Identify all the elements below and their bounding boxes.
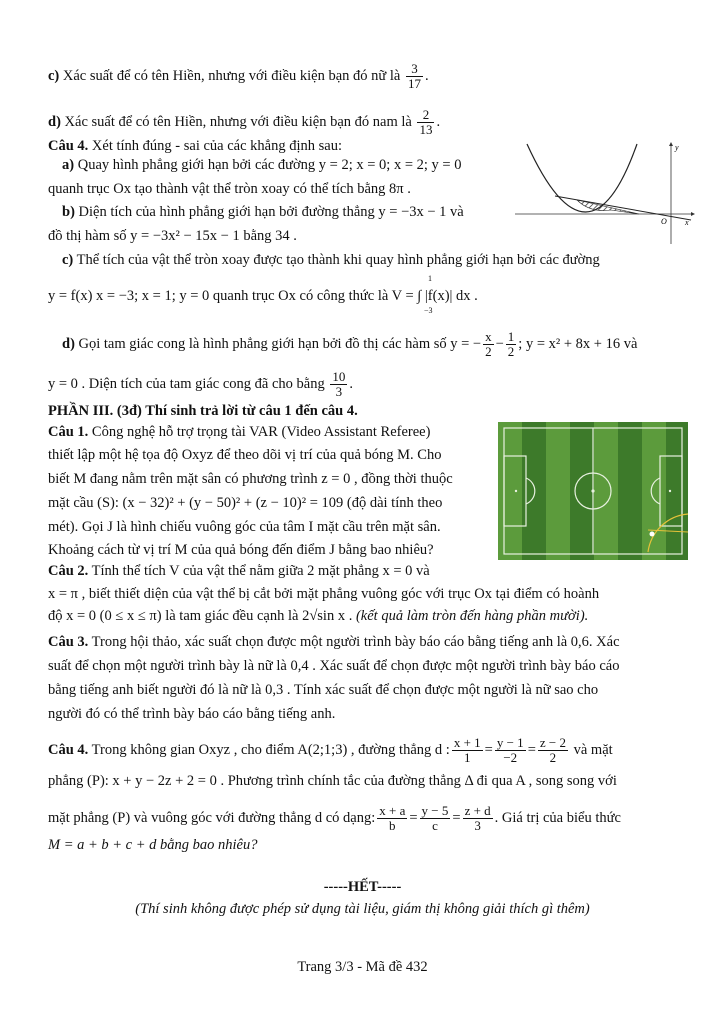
q4-c-line2: y = f(x) x = −3; x = 1; y = 0 quanh trục Ox có công thức là V = ∫ |f(x)| dx .	[48, 288, 478, 304]
q4-c-line1: c) Thể tích của vật thể tròn xoay được tạo thành khi quay hình phẳng giới hạn bởi các đường	[62, 252, 600, 268]
q4-d-line1: d) Gọi tam giác cong là hình phẳng giới hạn bởi đồ thị các hàm số y = − $\frac{x}{2}$ − $\frac{1}{2}$ ; y = x² + 8x + 16 và	[62, 329, 638, 359]
p3-q1-line1: Câu 1. Công nghệ hỗ trợ trọng tài VAR (Video Assistant Referee)	[48, 424, 431, 440]
p3-q1-line3: biết M đang nằm trên mặt sân có phương trình z = 0 , đồng thời thuộc	[48, 471, 453, 487]
p3-q1-line5: mét). Gọi J là hình chiếu vuông góc của tâm I mặt cầu trên mặt sân.	[48, 519, 441, 535]
integral-lower-limit: −3	[424, 306, 433, 315]
p3-q3-line1: Câu 3. Trong hội thảo, xác suất chọn được một người trình bày báo cáo bằng tiếng anh là 0,6. Xác	[48, 634, 620, 650]
q4-b-line1: b) Diện tích của hình phẳng giới hạn bởi đường thẳng y = −3x − 1 và	[62, 204, 464, 220]
statement-text: Xác suất để có tên Hiền, nhưng với điều kiện bạn đó nam là	[64, 113, 412, 130]
p3-q4-line2: phẳng (P): x + y − 2z + 2 = 0 . Phương trình chính tắc của đường thẳng Δ đi qua A , song song với	[48, 773, 617, 789]
p3-q4-line4: M = a + b + c + d bằng bao nhiêu?	[48, 837, 258, 853]
p3-q3-line3: bằng tiếng anh biết người đó là nữ là 0,3 . Tính xác suất để chọn được một người là nữ sao cho	[48, 682, 599, 698]
fraction: $\frac{3}{17}$	[407, 61, 421, 91]
q4-d-line2: y = 0 . Diện tích của tam giác cong đã cho bằng $\frac{10}{3}$ .	[48, 369, 353, 399]
page-number: Trang 3/3 - Mã đề 432	[297, 959, 428, 975]
graph-y-label: y	[675, 143, 679, 152]
graph-origin-label: O	[661, 217, 667, 226]
question-4-heading: Câu 4. Xét tính đúng - sai của các khẳng định sau:	[48, 138, 342, 154]
p3-q4-line3: mặt phẳng (P) và vuông góc với đường thẳng d có dạng: $\frac{x + a}{b}$ = $\frac{y - 5}{c}$ = $\frac{z + d}{3}$ . Giá trị của biểu thức	[48, 803, 621, 833]
statement-label: c)	[48, 67, 60, 84]
end-marker: -----HẾT-----	[323, 879, 402, 895]
parabola-graph	[515, 140, 695, 245]
ball-icon	[650, 532, 655, 537]
graph-x-label: x	[685, 218, 689, 227]
p3-q1-line4: mặt cầu (S): (x − 32)² + (y − 50)² + (z − 10)² = 109 (độ dài tính theo	[48, 495, 443, 511]
prev-statement-d: d) Xác suất để có tên Hiền, nhưng với điều kiện bạn đó nam là $\frac{2}{13}$ .	[48, 107, 441, 137]
statement-text: Xác suất để có tên Hiền, nhưng với điều kiện bạn đó nữ là	[62, 67, 401, 84]
p3-q1-line6: Khoảng cách từ vị trí M của quả bóng đến điểm J bằng bao nhiêu?	[48, 542, 434, 558]
football-field-image	[498, 422, 688, 560]
p3-q3-line2: suất để chọn một người trình bày là nữ là 0,4 . Xác suất để chọn được một người trình bày báo cáo	[48, 658, 620, 674]
q4-a-line2: quanh trục Ox tạo thành vật thể tròn xoay có thể tích bằng 8π .	[48, 181, 411, 197]
p3-q2-line1: Câu 2. Tính thể tích V của vật thể nằm giữa 2 mặt phẳng x = 0 và	[48, 563, 430, 579]
q4-b-line2: đồ thị hàm số y = −3x² − 15x − 1 bằng 34 .	[48, 228, 297, 244]
q4-a-line1: a) Quay hình phẳng giới hạn bởi các đường y = 2; x = 0; x = 2; y = 0	[62, 157, 462, 173]
integral-upper-limit: 1	[428, 274, 432, 283]
fraction: $\frac{2}{13}$	[419, 107, 433, 137]
statement-label: d)	[48, 113, 61, 130]
exam-note: (Thí sinh không được phép sử dụng tài liệu, giám thị không giải thích gì thêm)	[135, 901, 590, 917]
prev-statement-c: c) Xác suất để có tên Hiền, nhưng với điều kiện bạn đó nữ là $\frac{3}{17}$ .	[48, 61, 429, 91]
p3-q4-line1: Câu 4. Trong không gian Oxyz , cho điểm A(2;1;3) , đường thẳng d : $\frac{x + 1}{1}$ = $\frac{y - 1}{-2}$ = $\frac{z - 2}{2}$ và mặt	[48, 735, 613, 765]
p3-q2-line3: độ x = 0 (0 ≤ x ≤ π) là tam giác đều cạnh là 2√sin x . (kết quả làm tròn đến hàng phần mười).	[48, 608, 589, 624]
p3-q3-line4: người đó có thể trình bày báo cáo bằng tiếng anh.	[48, 706, 336, 722]
p3-q1-line2: thiết lập một hệ tọa độ Oxyz để theo dõi vị trí của quả bóng M. Cho	[48, 447, 442, 463]
part3-title: PHẦN III. (3đ) Thí sinh trả lời từ câu 1 đến câu 4.	[48, 403, 358, 419]
p3-q2-line2: x = π , biết thiết diện của vật thể bị cắt bởi mặt phẳng vuông góc với trục Ox tại điểm có hoành	[48, 586, 600, 602]
